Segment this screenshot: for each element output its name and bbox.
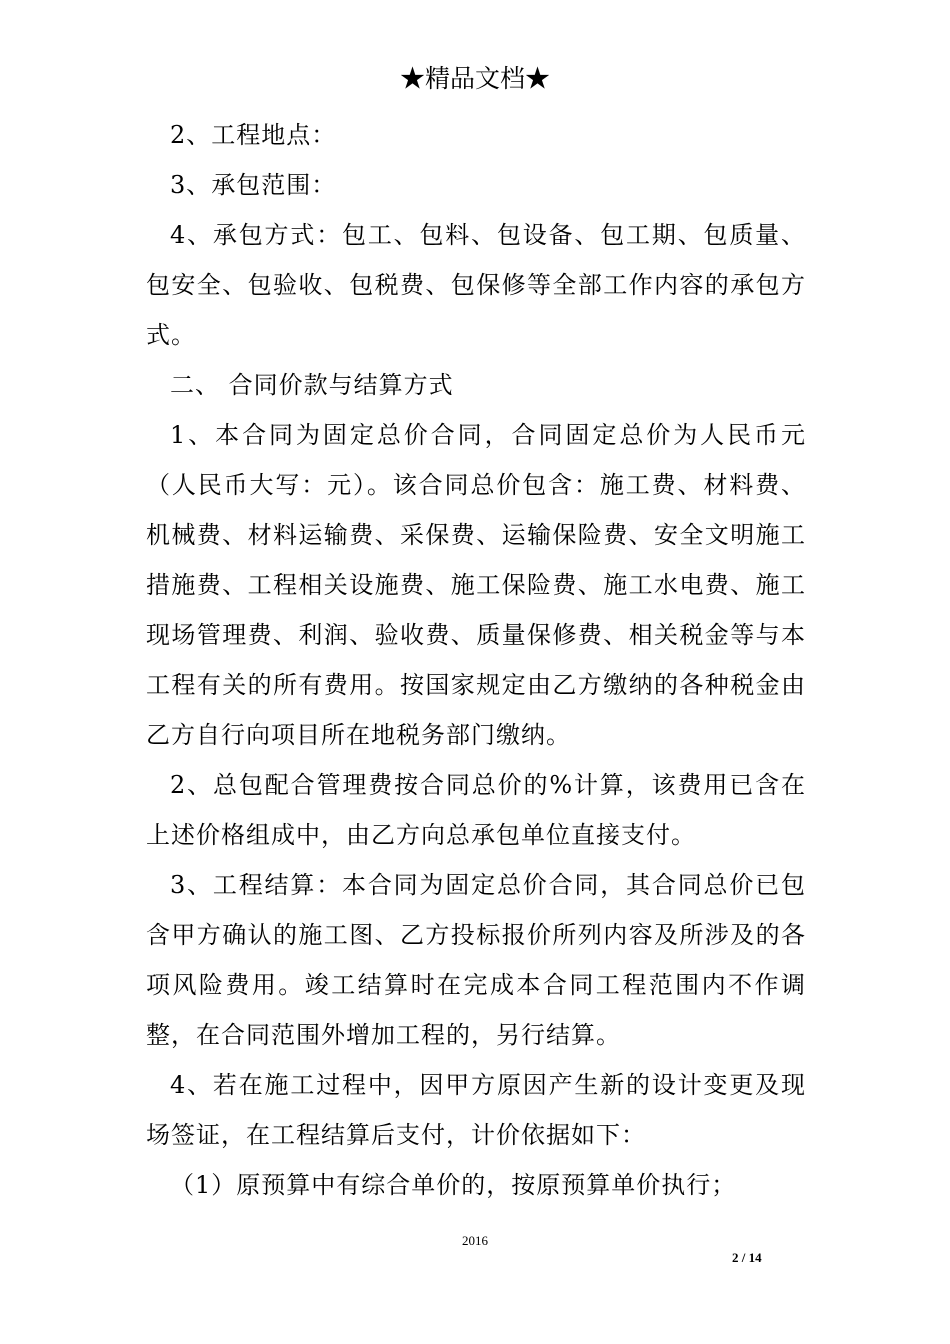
page-number: 2 / 14 xyxy=(732,1250,762,1265)
paragraph-pricing-basis-1: （1）原预算中有综合单价的，按原预算单价执行； xyxy=(170,1171,737,1199)
paragraph-contract-method: 4、承包方式：包工、包料、包设备、包工期、包质量、包安全、包验收、包税费、包保修等全部工作内容的承包方式。 xyxy=(146,221,806,349)
paragraph-contract-scope: 3、承包范围： xyxy=(170,171,337,199)
document-header-title: ★精品文档★ xyxy=(399,64,550,93)
document-body xyxy=(146,110,806,1210)
paragraph-project-location: 2、工程地点： xyxy=(170,121,337,149)
paragraph-management-fee: 2、总包配合管理费按合同总价的%计算，该费用已含在上述价格组成中，由乙方向总承包单位直接支付。 xyxy=(146,771,806,849)
footer-year: 2016 xyxy=(462,1233,488,1248)
paragraph-project-settlement: 3、工程结算：本合同为固定总价合同，其合同总价已包含甲方确认的施工图、乙方投标报价所列内容及所涉及的各项风险费用。竣工结算时在完成本合同工程范围内不作调整，在合同范围外增加工程的，另行结算。 xyxy=(146,871,806,1049)
paragraph-fixed-total-price: 1、本合同为固定总价合同，合同固定总价为人民币元（人民币大写：元）。该合同总价包含：施工费、材料费、机械费、材料运输费、采保费、运输保险费、安全文明施工措施费、工程相关设施费、施工保险费、施工水电费、施工现场管理费、利润、验收费、质量保修费、相关税金等与本工程有关的所有费用。按国家规定由乙方缴纳的各种税金由乙方自行向项目所在地税务部门缴纳。 xyxy=(146,421,806,749)
paragraph-design-changes: 4、若在施工过程中，因甲方原因产生新的设计变更及现场签证，在工程结算后支付，计价依据如下： xyxy=(146,1071,806,1149)
section-heading-price-settlement: 二、 合同价款与结算方式 xyxy=(170,371,454,399)
